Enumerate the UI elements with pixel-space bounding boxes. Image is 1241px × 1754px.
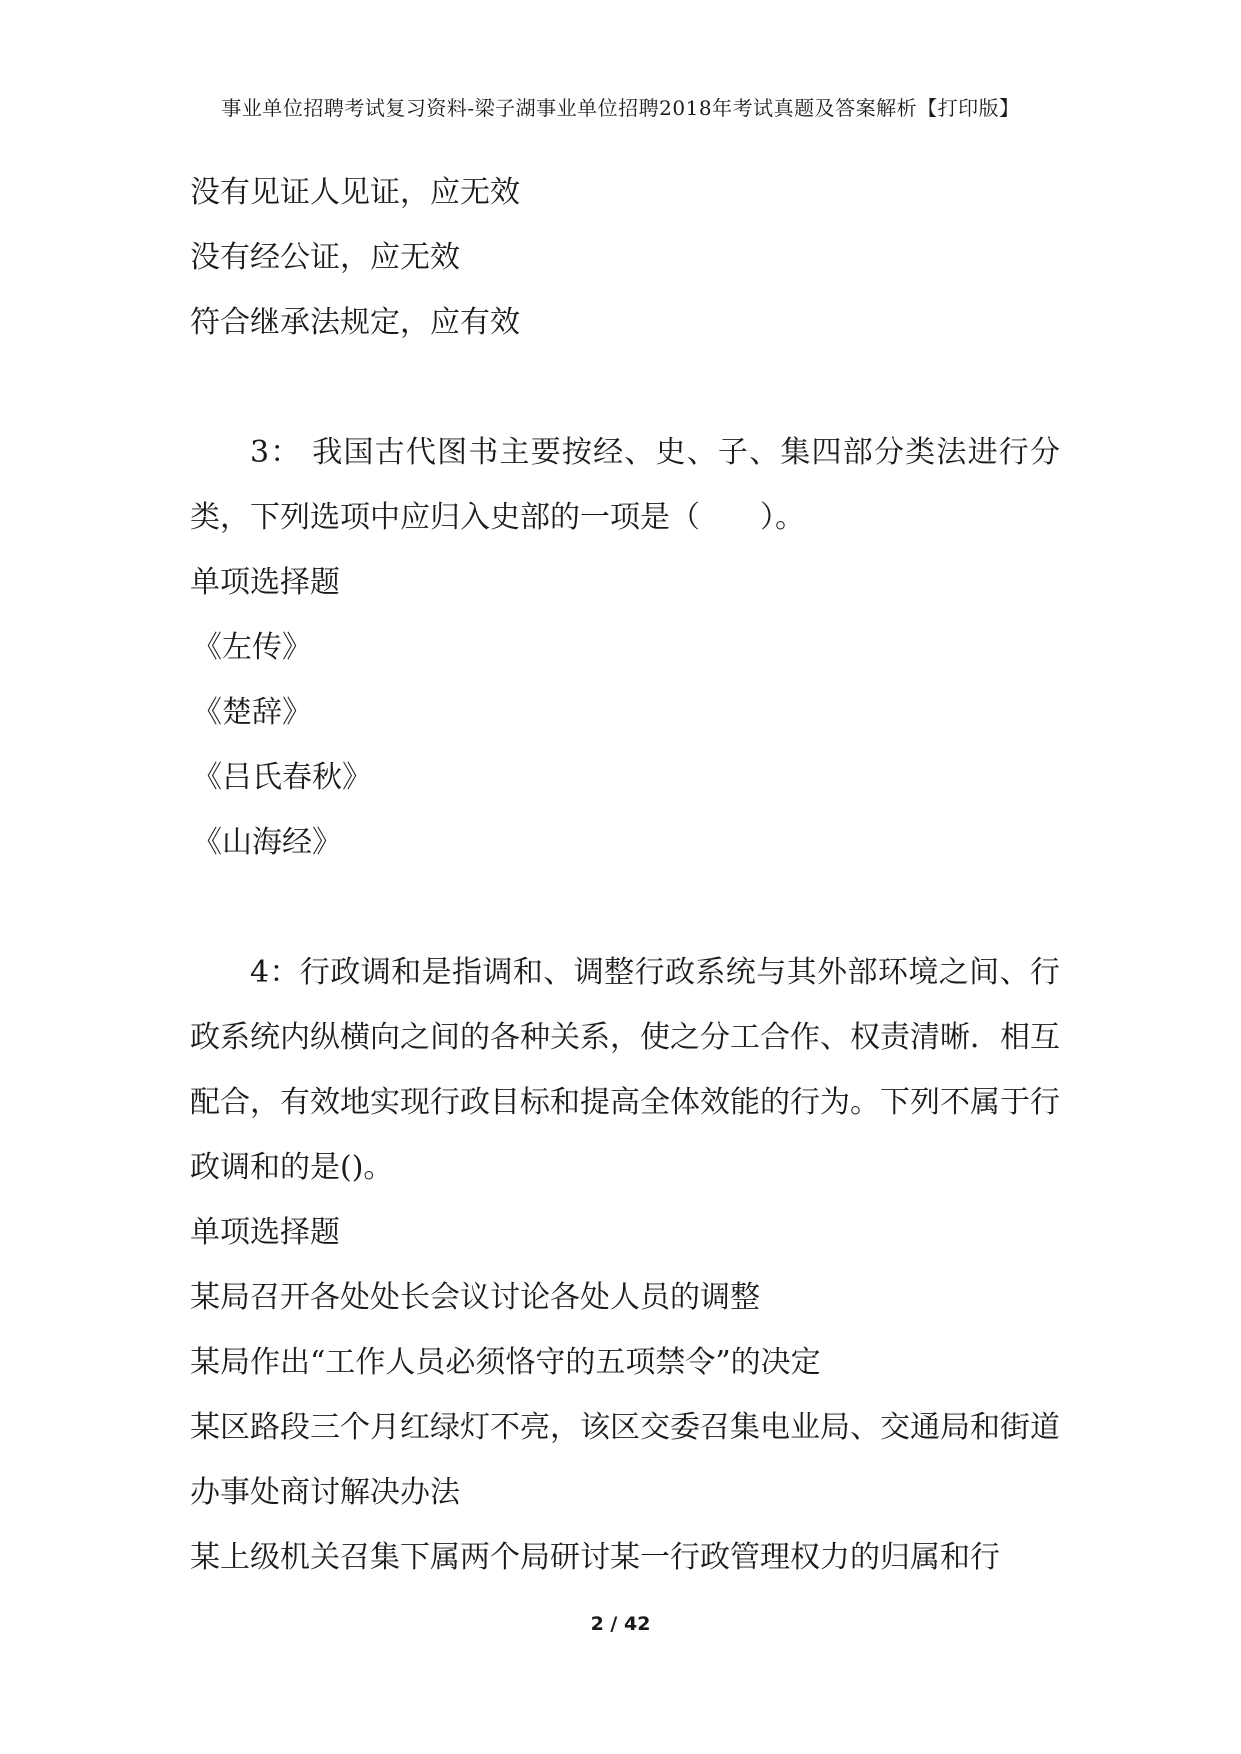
page-header: 事业单位招聘考试复习资料-梁子湖事业单位招聘2018年考试真题及答案解析【打印版】 xyxy=(221,96,1020,120)
answer-option: 没有经公证，应无效 xyxy=(190,240,460,275)
spacer xyxy=(190,875,1060,940)
question-4-option: 某局作出“工作人员必须恪守的五项禁令”的决定 xyxy=(190,1345,821,1380)
page-number: 2 / 42 xyxy=(590,1613,651,1635)
question-4-option: 某局召开各处处长会议讨论各处人员的调整 xyxy=(190,1280,760,1315)
spacer xyxy=(190,355,1060,420)
answer-option: 没有见证人见证，应无效 xyxy=(190,175,520,210)
question-3-stem: 3： 我国古代图书主要按经、史、子、集四部分类法进行分类，下列选项中应归入史部的一项是（ ）。 xyxy=(190,435,1060,535)
question-3-option: 《楚辞》 xyxy=(192,695,312,730)
question-3-option: 《吕氏春秋》 xyxy=(192,760,372,795)
answer-option: 符合继承法规定，应有效 xyxy=(190,305,520,340)
question-4-option: 某区路段三个月红绿灯不亮，该区交委召集电业局、交通局和街道办事处商讨解决办法 xyxy=(190,1410,1060,1510)
question-3-option: 《山海经》 xyxy=(192,825,342,860)
question-3-option: 《左传》 xyxy=(192,630,312,665)
question-4-stem: 4：行政调和是指调和、调整行政系统与其外部环境之间、行政系统内纵横向之间的各种关系，使之分工合作、权责清晰．相互配合，有效地实现行政目标和提高全体效能的行为。下列不属于行政调和的是()。 xyxy=(190,955,1060,1185)
question-4-option: 某上级机关召集下属两个局研讨某一行政管理权力的归属和行 xyxy=(190,1540,1000,1575)
question-3-type: 单项选择题 xyxy=(190,565,340,600)
question-4-type: 单项选择题 xyxy=(190,1215,340,1250)
page-content xyxy=(190,160,1060,1590)
